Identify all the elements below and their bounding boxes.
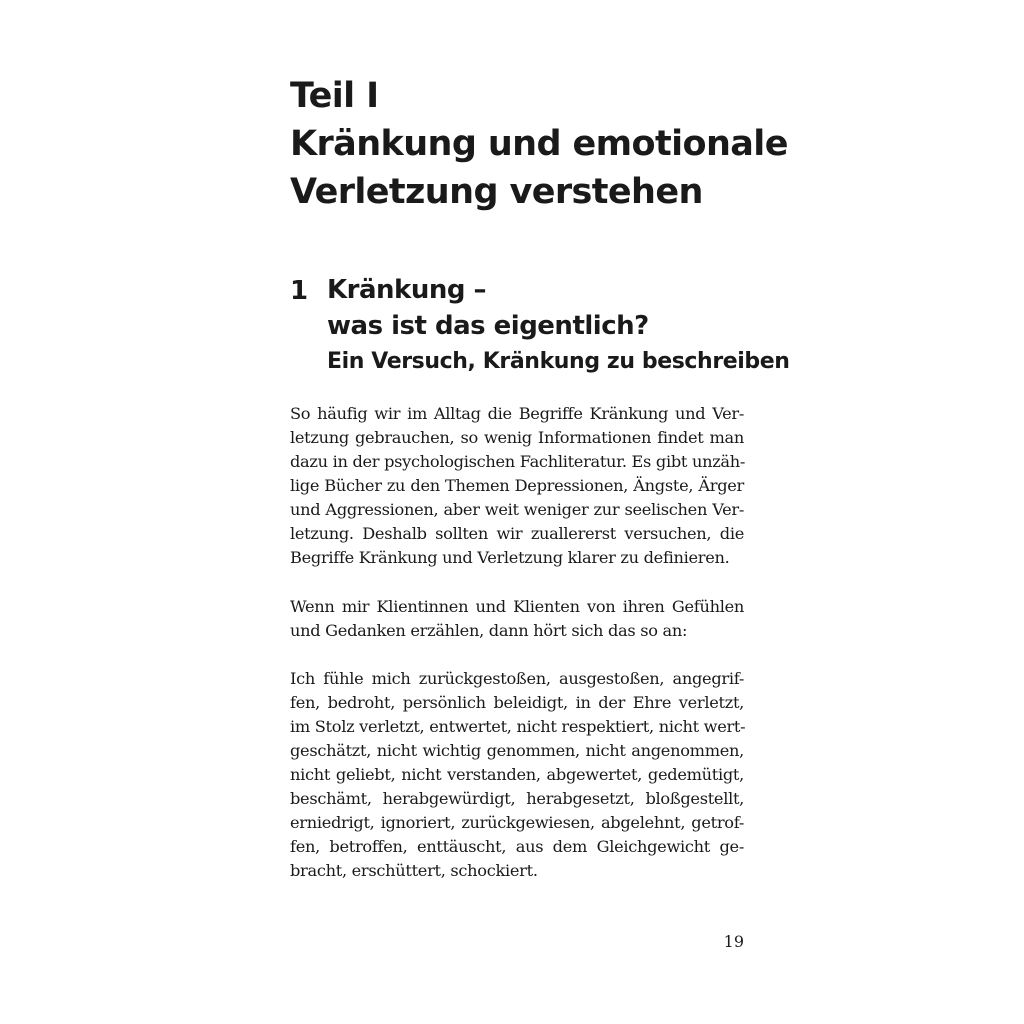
paragraph-line: fen, betroffen, enttäuscht, aus dem Gleichgewicht ge- — [290, 837, 744, 856]
paragraph-line: letzung gebrauchen, so wenig Informationen findet man — [290, 428, 744, 447]
paragraph-line: fen, bedroht, persönlich beleidigt, in der Ehre verletzt, — [290, 693, 744, 712]
part-title-line: Teil I — [290, 76, 379, 116]
paragraph-line: Wenn mir Klientinnen und Klienten von ihren Gefühlen — [290, 597, 744, 616]
paragraph-line: geschätzt, nicht wichtig genommen, nicht angenommen, — [290, 741, 744, 760]
part-title-line: Verletzung verstehen — [290, 172, 703, 212]
page-number: 19 — [723, 932, 744, 951]
paragraph — [290, 667, 744, 883]
paragraph-line: erniedrigt, ignoriert, zurückgewiesen, abgelehnt, getrof- — [290, 813, 744, 832]
part-title — [290, 72, 788, 216]
chapter-number: 1 — [290, 276, 309, 306]
paragraph-line: und Gedanken erzählen, dann hört sich das so an: — [290, 621, 688, 640]
part-title-line: Kränkung und emotionale — [290, 124, 788, 164]
chapter-title-line: was ist das eigentlich? — [327, 311, 649, 341]
paragraph-line: im Stolz verletzt, entwertet, nicht respektiert, nicht wert- — [290, 717, 746, 736]
paragraph-line: Begriffe Kränkung und Verletzung klarer zu definieren. — [290, 548, 730, 567]
paragraph — [290, 595, 744, 643]
paragraph-line: letzung. Deshalb sollten wir zuallererst versuchen, die — [290, 524, 744, 543]
chapter-title — [327, 272, 790, 380]
paragraph-line: bracht, erschüttert, schockiert. — [290, 861, 538, 880]
paragraph-line: So häufig wir im Alltag die Begriffe Kränkung und Ver- — [290, 404, 744, 423]
paragraph-line: lige Bücher zu den Themen Depressionen, Ängste, Ärger — [290, 476, 744, 495]
paragraph — [290, 402, 744, 570]
chapter-subtitle: Ein Versuch, Kränkung zu beschreiben — [327, 349, 790, 374]
paragraph-line: dazu in der psychologischen Fachliteratur. Es gibt unzäh- — [290, 452, 746, 471]
paragraph-line: Ich fühle mich zurückgestoßen, ausgestoßen, angegrif- — [290, 669, 744, 688]
paragraph-line: nicht geliebt, nicht verstanden, abgewertet, gedemütigt, — [290, 765, 744, 784]
paragraph-line: und Aggressionen, aber weit weniger zur seelischen Ver- — [290, 500, 744, 519]
chapter-title-line: Kränkung – — [327, 275, 486, 305]
paragraph-line: beschämt, herabgewürdigt, herabgesetzt, bloßgestellt, — [290, 789, 744, 808]
